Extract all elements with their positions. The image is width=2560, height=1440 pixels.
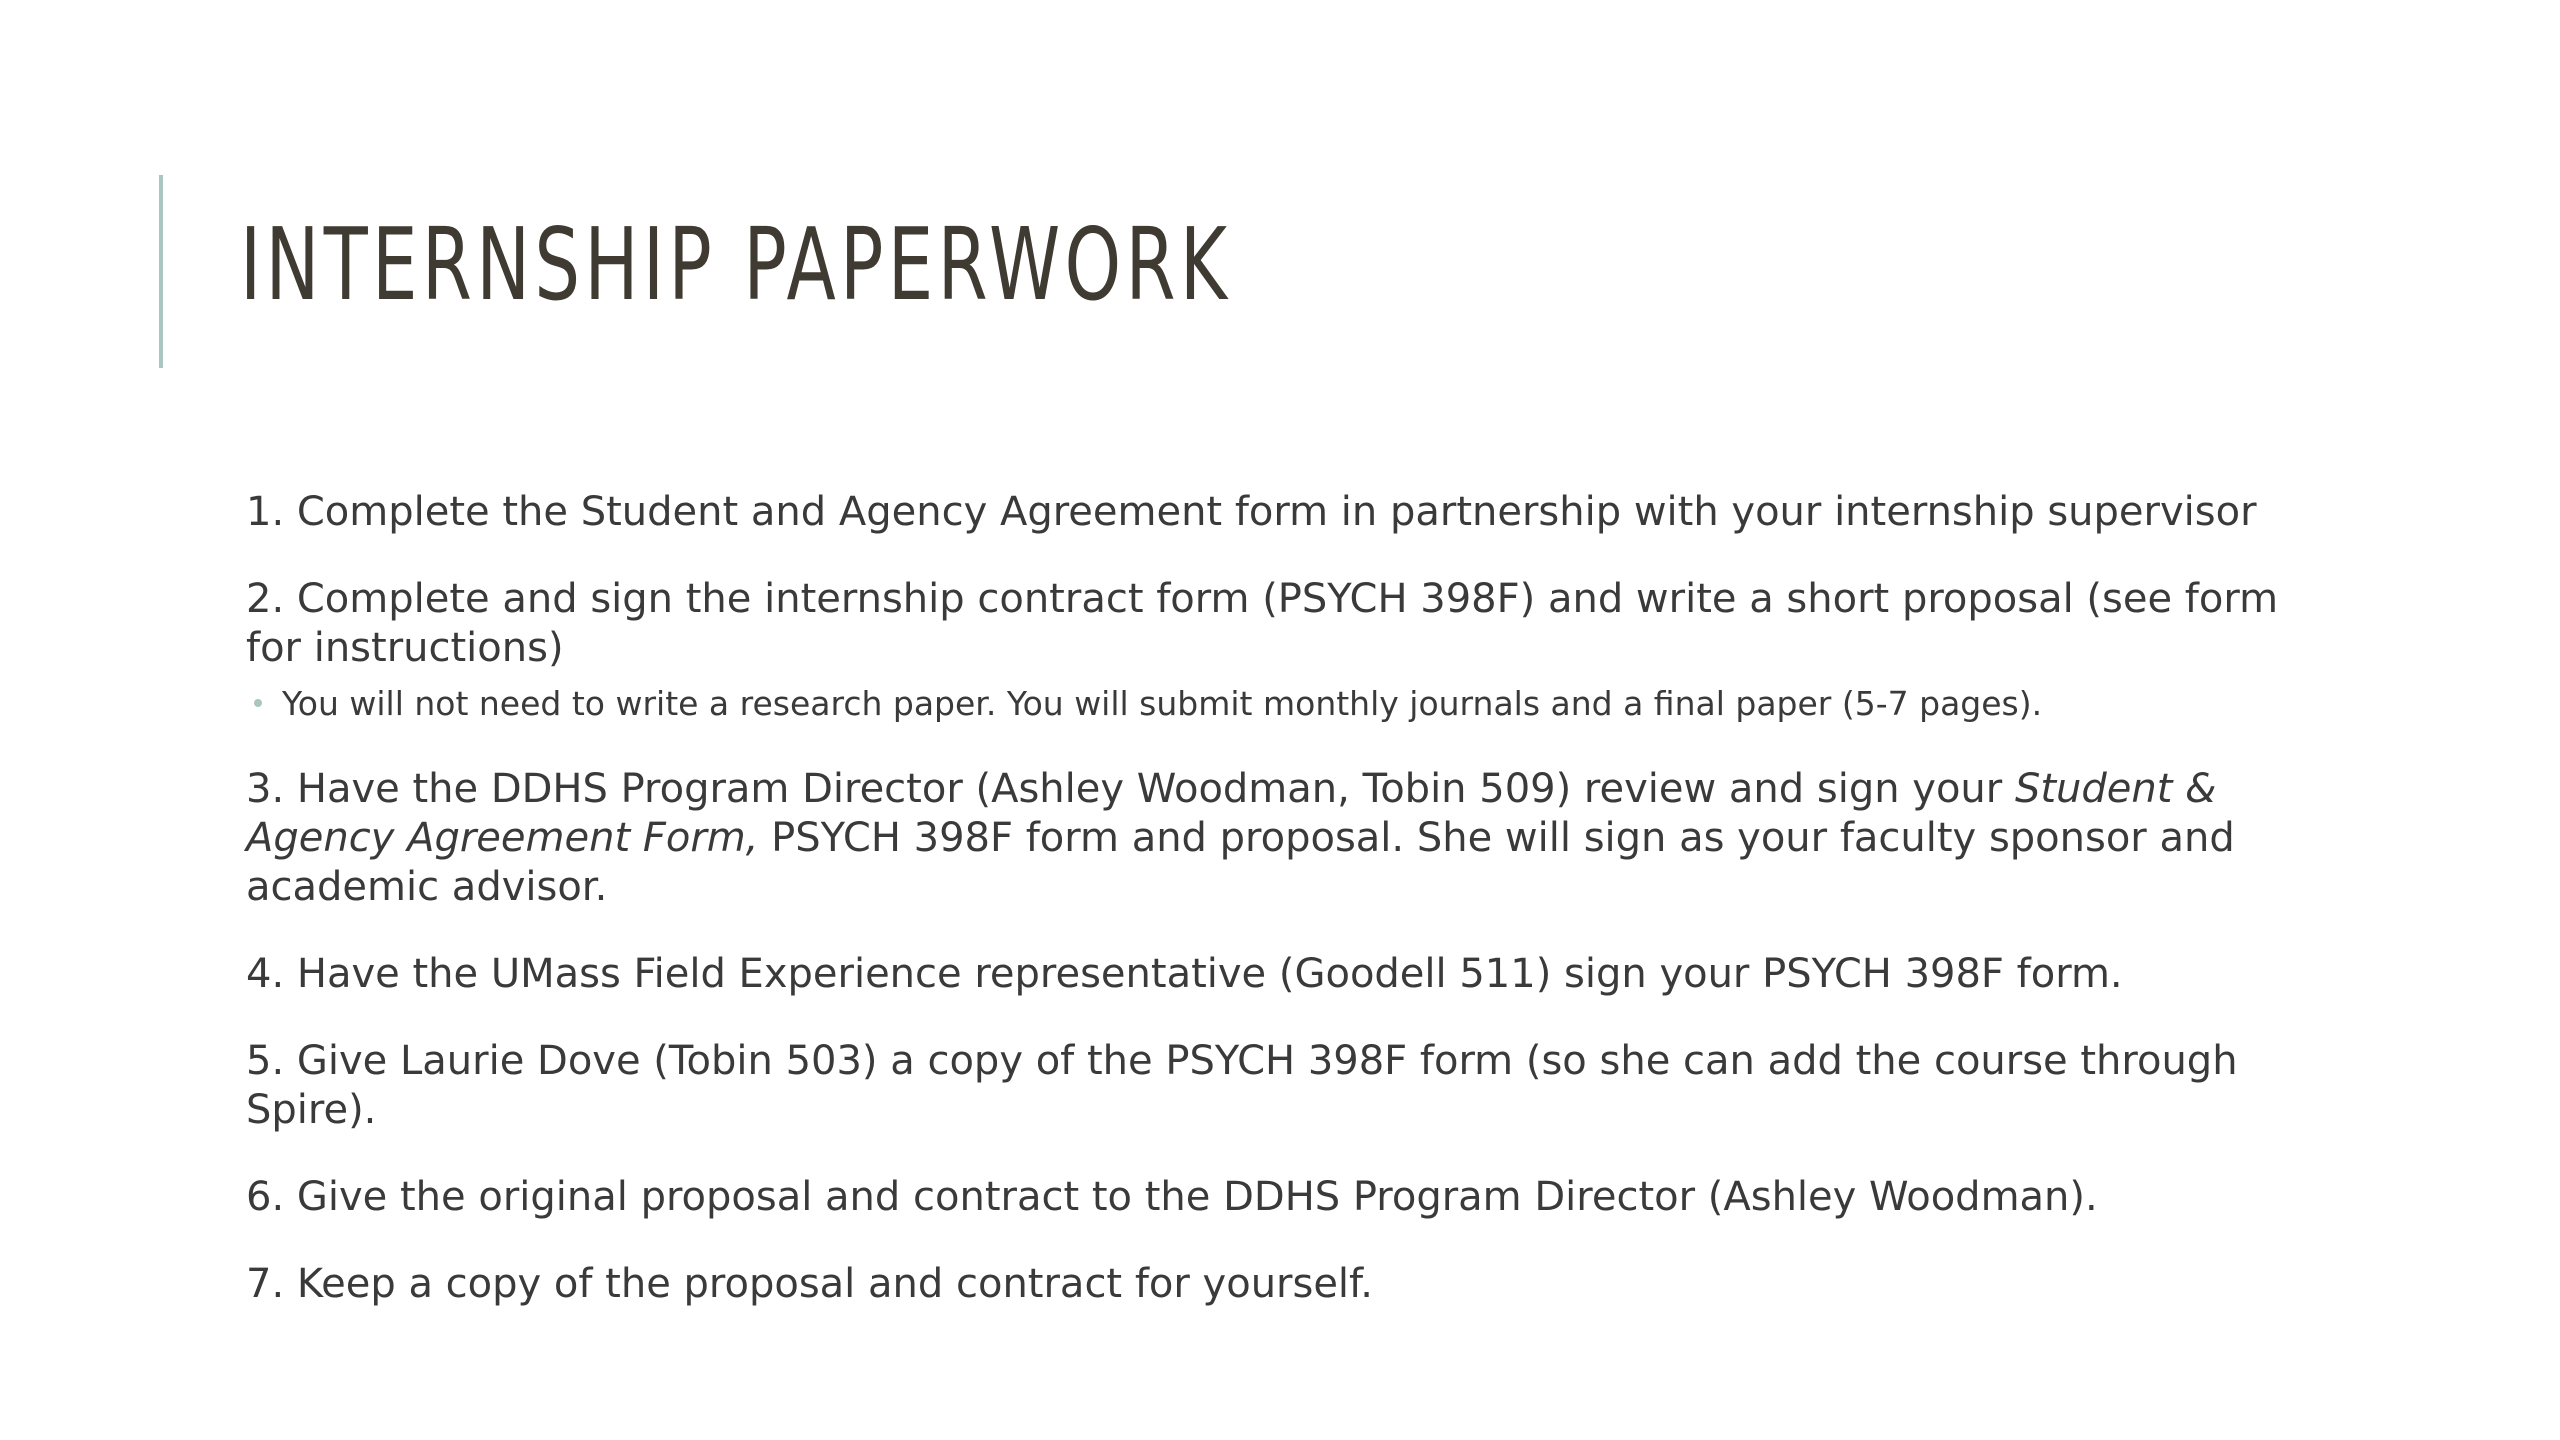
step-2-sub-bullet [254,683,2326,725]
step-3-text-end: PSYCH 398F form and proposal. She will sign as your faculty sponsor and academic advisor. [246,815,2235,910]
slide-body [246,488,2326,1347]
step-2-note: You will not need to write a research paper. You will submit monthly journals and a final paper (5-7 pages). [282,684,2043,723]
step-5: 5. Give Laurie Dove (Tobin 503) a copy of the PSYCH 398F form (so she can add the course through Spire). [246,1038,2238,1133]
step-7: 7. Keep a copy of the proposal and contract for yourself. [246,1261,1373,1307]
step-1: 1. Complete the Student and Agency Agreement form in partnership with your internship supervisor [246,489,2257,535]
step-4: 4. Have the UMass Field Experience representative (Goodell 511) sign your PSYCH 398F form. [246,951,2123,997]
step-2: 2. Complete and sign the internship contract form (PSYCH 398F) and write a short proposal (see form for instructions) [246,576,2279,671]
step-3-text-start: 3. Have the DDHS Program Director (Ashley Woodman, Tobin 509) review and sign your [246,766,2015,812]
step-3 [246,765,2326,912]
title-accent-bar [159,175,163,368]
step-6: 6. Give the original proposal and contract to the DDHS Program Director (Ashley Woodman). [246,1174,2098,1220]
step-3-form-name: Student & Agency Agreement Form, [246,766,2217,861]
slide-title: INTERNSHIP PAPERWORK [240,206,1232,323]
bullet-dot-icon [254,699,262,707]
